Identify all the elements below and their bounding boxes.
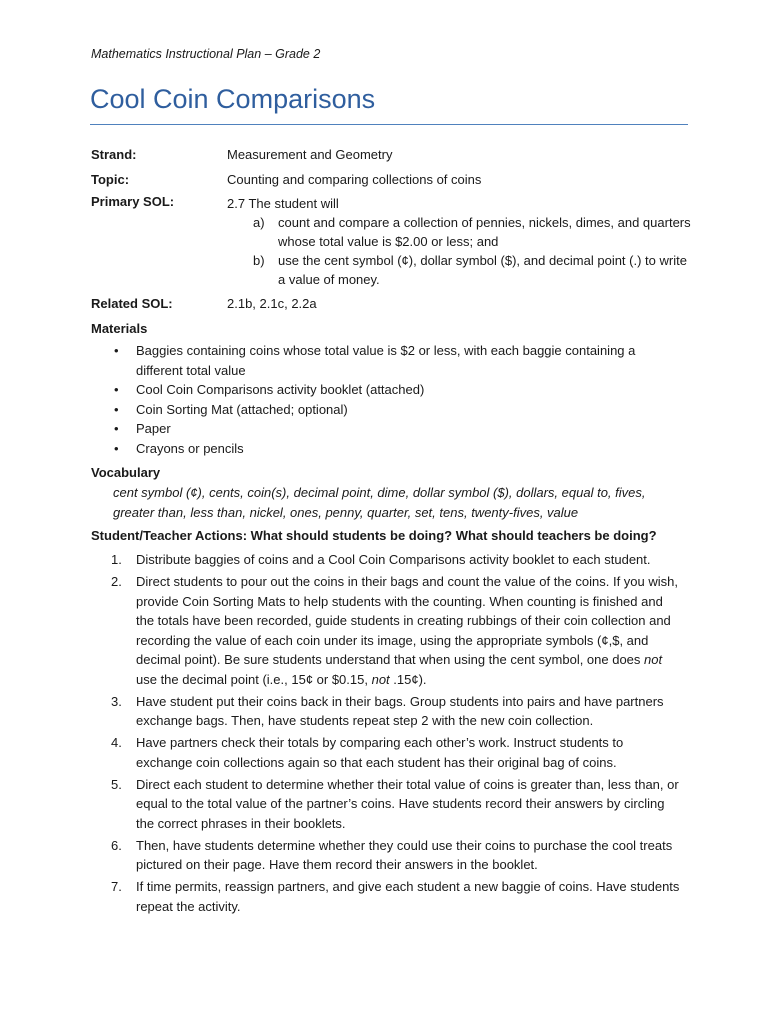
step-text: If time permits, reassign partners, and give each student a new baggie of coins. Have students repeat the activity. (136, 879, 680, 914)
list-item (91, 877, 683, 916)
step-number: 7. (111, 879, 122, 894)
step-text-part: Direct students to pour out the coins in their bags and count the value of the coins. If you wish, provide Coin Sorting Mats to help students with the counting. When counting is finished and the totals have been recorded, guide students in creating rubbings of their coin collection and recording the value of each coin under its image, using the appropriate symbols (¢,$, and decimal point). Be sure students understand that when using the cent symbol, one does (136, 574, 678, 667)
bullet-icon: • (114, 421, 119, 436)
primary-sol-item-text: count and compare a collection of pennies, nickels, dimes, and quarters whose total value is $2.00 or less; and (278, 215, 691, 249)
step-number: 5. (111, 776, 122, 792)
list-item (91, 836, 683, 875)
page-title: Cool Coin Comparisons (90, 84, 376, 114)
primary-sol-intro: 2.7 The student will (227, 196, 339, 211)
primary-sol-label: Primary SOL: (91, 194, 175, 209)
list-item (91, 380, 681, 400)
list-item (91, 572, 683, 689)
bullet-icon: • (114, 343, 119, 358)
step-text-part: use the decimal point (i.e., 15¢ or $0.15, (136, 671, 372, 687)
list-item (91, 550, 683, 570)
step-text: Then, have students determine whether they could use their coins to purchase the cool treats pictured on their page. Have them record their answers in the booklet. (136, 837, 673, 872)
step-number: 3. (111, 693, 122, 709)
list-item (91, 439, 681, 459)
primary-sol-item-marker: a) (253, 215, 265, 230)
materials-list (91, 341, 681, 458)
step-text: Have student put their coins back in their bags. Group students into pairs and have partners exchange bags. Then, have students repeat step 2 with the new coin collection. (136, 693, 664, 728)
list-item (91, 692, 683, 731)
step-number: 4. (111, 735, 122, 750)
material-text: Cool Coin Comparisons activity booklet (attached) (136, 382, 425, 397)
primary-sol-item-marker: b) (253, 253, 265, 268)
material-text: Crayons or pencils (136, 440, 244, 456)
materials-heading: Materials (91, 321, 148, 336)
topic-value: Counting and comparing collections of coins (227, 172, 482, 187)
list-item (91, 400, 681, 420)
step-text: Direct each student to determine whether their total value of coins is greater than, less than, or equal to the total value of the partner’s coins. Have students record their answers by circling the correct phrases in their booklets. (136, 776, 679, 831)
material-text: Baggies containing coins whose total value is $2 or less, with each baggie containing a different total value (136, 343, 636, 378)
actions-heading: Student/Teacher Actions: What should students be doing? What should teachers be doing? (91, 528, 657, 543)
bullet-icon: • (114, 401, 119, 417)
list-item (91, 733, 683, 772)
bullet-icon: • (114, 440, 119, 456)
list-item (91, 341, 681, 380)
list-item (91, 419, 681, 439)
document-subtitle: Mathematics Instructional Plan – Grade 2 (91, 47, 321, 61)
step-text: Have partners check their totals by comparing each other’s work. Instruct students to exchange coin collections again so that each student has their original bag of coins. (136, 735, 624, 770)
step-number: 6. (111, 837, 122, 853)
primary-sol-item-text: use the cent symbol (¢), dollar symbol ($), and decimal point (.) to write a value of money. (278, 253, 687, 287)
vocabulary-text: cent symbol (¢), cents, coin(s), decimal point, dime, dollar symbol ($), dollars, equal to, fives, greater than, less than, nickel, ones, penny, quarter, set, tens, twenty-fives, value (113, 485, 646, 520)
list-item (91, 775, 683, 834)
vocabulary-heading: Vocabulary (91, 465, 161, 480)
topic-label: Topic: (91, 172, 130, 187)
step-text: Distribute baggies of coins and a Cool Coin Comparisons activity booklet to each student. (136, 552, 651, 567)
step-text-emphasis: not (371, 671, 390, 687)
title-divider (90, 124, 688, 125)
step-text (136, 572, 683, 689)
strand-value: Measurement and Geometry (227, 147, 393, 162)
step-number: 2. (111, 574, 122, 589)
material-text: Coin Sorting Mat (attached; optional) (136, 401, 348, 417)
step-number: 1. (111, 552, 122, 567)
actions-list (91, 550, 683, 919)
step-text-part: .15¢). (389, 671, 427, 687)
primary-sol-content (227, 194, 697, 287)
related-sol-label: Related SOL: (91, 296, 173, 311)
material-text: Paper (136, 421, 171, 436)
step-text-emphasis: not (644, 652, 663, 667)
bullet-icon: • (114, 382, 119, 397)
related-sol-value: 2.1b, 2.1c, 2.2a (227, 296, 317, 311)
strand-label: Strand: (91, 147, 137, 162)
